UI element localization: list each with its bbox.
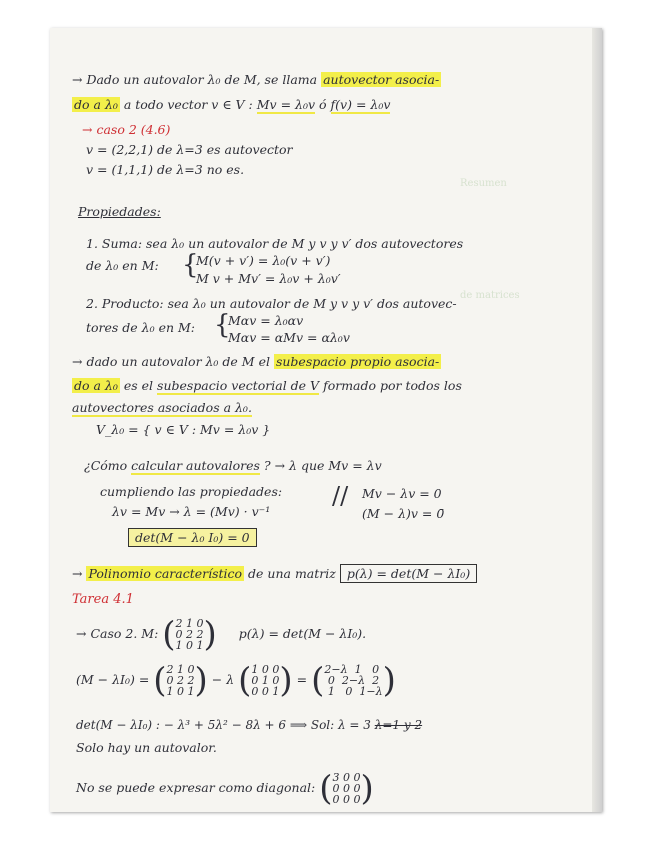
- single-eigenvalue-note: Solo hay un autovalor.: [76, 740, 217, 755]
- property-2-eq-1: Mαv = λ₀αv: [228, 313, 304, 328]
- text: de una matriz: [248, 566, 336, 581]
- caso2-heading: → caso 2 (4.6): [82, 122, 171, 137]
- question-line: [84, 458, 382, 473]
- property-1-label: de λ₀ en M:: [86, 258, 159, 273]
- property-2-eq-2: Mαv = αMv = αλ₀v: [228, 330, 350, 345]
- matrix-result: 2−λ 1 0 0 2−λ 2 1 0 1−λ: [324, 663, 383, 698]
- text: ? → λ que Mv = λv: [263, 458, 382, 473]
- text: No se puede expresar como diagonal:: [76, 780, 316, 795]
- highlight-subespacio: subespacio propio asocia-: [275, 354, 440, 369]
- polynomial-line: [72, 566, 477, 581]
- underlined-text: calcular autovalores: [131, 458, 260, 473]
- text: → Dado un autovalor λ₀ de M, se llama: [72, 72, 318, 87]
- text: ¿Cómo: [84, 458, 128, 473]
- arrow-icon: →: [72, 566, 83, 581]
- subspace-line-1: [72, 354, 441, 369]
- matrix-subtraction-line: (M − λI₀) = (2 1 0 0 2 2 1 0 1) − λ (1 0 0 0 1 0 0 0 1) = (2−λ 1 0 0 2−λ 2 1 0 1−λ): [76, 660, 396, 701]
- characteristic-equation: [128, 530, 257, 545]
- property-2-line-1: 2. Producto: sea λ₀ un autovalor de M y v y v′ dos autovec-: [86, 296, 457, 311]
- highlight-text: do a λ₀: [74, 378, 118, 393]
- definition-line-2: [72, 97, 390, 112]
- matrix-m: 2 1 0 0 2 2 1 0 1: [175, 617, 204, 652]
- tarea-heading: Tarea 4.1: [72, 592, 134, 607]
- notebook-page: [50, 28, 602, 812]
- text: formado por todos los: [323, 378, 462, 393]
- bleed-through-text: Resumen: [460, 178, 507, 189]
- matrix-identity: 1 0 0 0 1 0 0 0 1: [251, 663, 280, 698]
- definition-line-1: [72, 72, 441, 87]
- bleed-through-text: de matrices: [460, 290, 520, 301]
- text: es el: [123, 378, 154, 393]
- boxed-formula: det(M − λ₀ I₀) = 0: [128, 528, 257, 547]
- underlined-formula: Mv = λ₀v: [256, 97, 316, 112]
- matrix-m: 2 1 0 0 2 2 1 0 1: [166, 663, 195, 698]
- brace: {: [214, 310, 231, 340]
- text: → dado un autovalor λ₀ de M el: [72, 354, 270, 369]
- matrix-diagonal: 3 0 0 0 0 0 0 0 0: [332, 771, 361, 806]
- underlined-text: autovectores asociados a λ₀.: [72, 400, 252, 415]
- highlight-polinomio: Polinomio característico: [88, 566, 243, 581]
- condition-line-1: cumpliendo las propiedades:: [100, 484, 283, 499]
- condition-line-3: Mv − λv = 0: [362, 486, 442, 501]
- condition-line-2: λv = Mv → λ = (Mv) · v⁻¹: [112, 504, 271, 519]
- determinant-line: [76, 718, 422, 732]
- separator-mark: //: [332, 482, 349, 510]
- highlight-text: do a λ₀: [74, 97, 118, 112]
- text: =: [296, 672, 308, 687]
- underlined-text: subespacio vectorial de V: [157, 378, 320, 393]
- condition-line-4: (M − λ)v = 0̄: [362, 506, 445, 521]
- text: det(M − λI₀) : − λ³ + 5λ² − 8λ + 6 ⟹ Sol: λ = 3: [76, 718, 371, 732]
- text: − λ: [211, 672, 235, 687]
- brace: {: [182, 250, 199, 280]
- struck-text: λ=1 y 2: [374, 718, 423, 732]
- text: p(λ) = det(M − λI₀).: [238, 626, 367, 641]
- property-2-label: tores de λ₀ en M:: [86, 320, 196, 335]
- property-1-eq-2: M v + Mv′ = λ₀v + λ₀v′: [196, 271, 341, 286]
- diagonal-note: No se puede expresar como diagonal: (3 0 0 0 0 0 0 0 0): [76, 768, 374, 809]
- page-edge: [592, 28, 602, 812]
- underlined-formula: f(v) = λ₀v: [330, 97, 391, 112]
- caso2-line-2: v = (1,1,1) de λ=3 no es.: [86, 162, 245, 177]
- text: (M − λI₀) =: [76, 672, 150, 687]
- text: a todo vector v ∈ V :: [123, 97, 253, 112]
- caso2-matrix-line: → Caso 2. M: (2 1 0 0 2 2 1 0 1) p(λ) = det(M − λI₀).: [76, 614, 367, 655]
- text: ó: [319, 97, 327, 112]
- subspace-definition: V_λ₀ = { v ∈ V : Mv = λ₀v }: [96, 422, 271, 437]
- text: → Caso 2. M:: [76, 626, 159, 641]
- properties-heading: Propiedades:: [78, 204, 161, 219]
- highlight-autovector: autovector asocia-: [323, 72, 440, 87]
- subspace-line-3: [72, 400, 252, 415]
- subspace-line-2: [72, 378, 462, 393]
- property-1-line-1: 1. Suma: sea λ₀ un autovalor de M y v y v′ dos autovectores: [86, 236, 464, 251]
- caso2-line-1: v = (2,2,1) de λ=3 es autovector: [86, 142, 293, 157]
- property-1-eq-1: M(v + v′) = λ₀(v + v′): [196, 253, 331, 268]
- boxed-formula: p(λ) = det(M − λI₀): [340, 564, 477, 583]
